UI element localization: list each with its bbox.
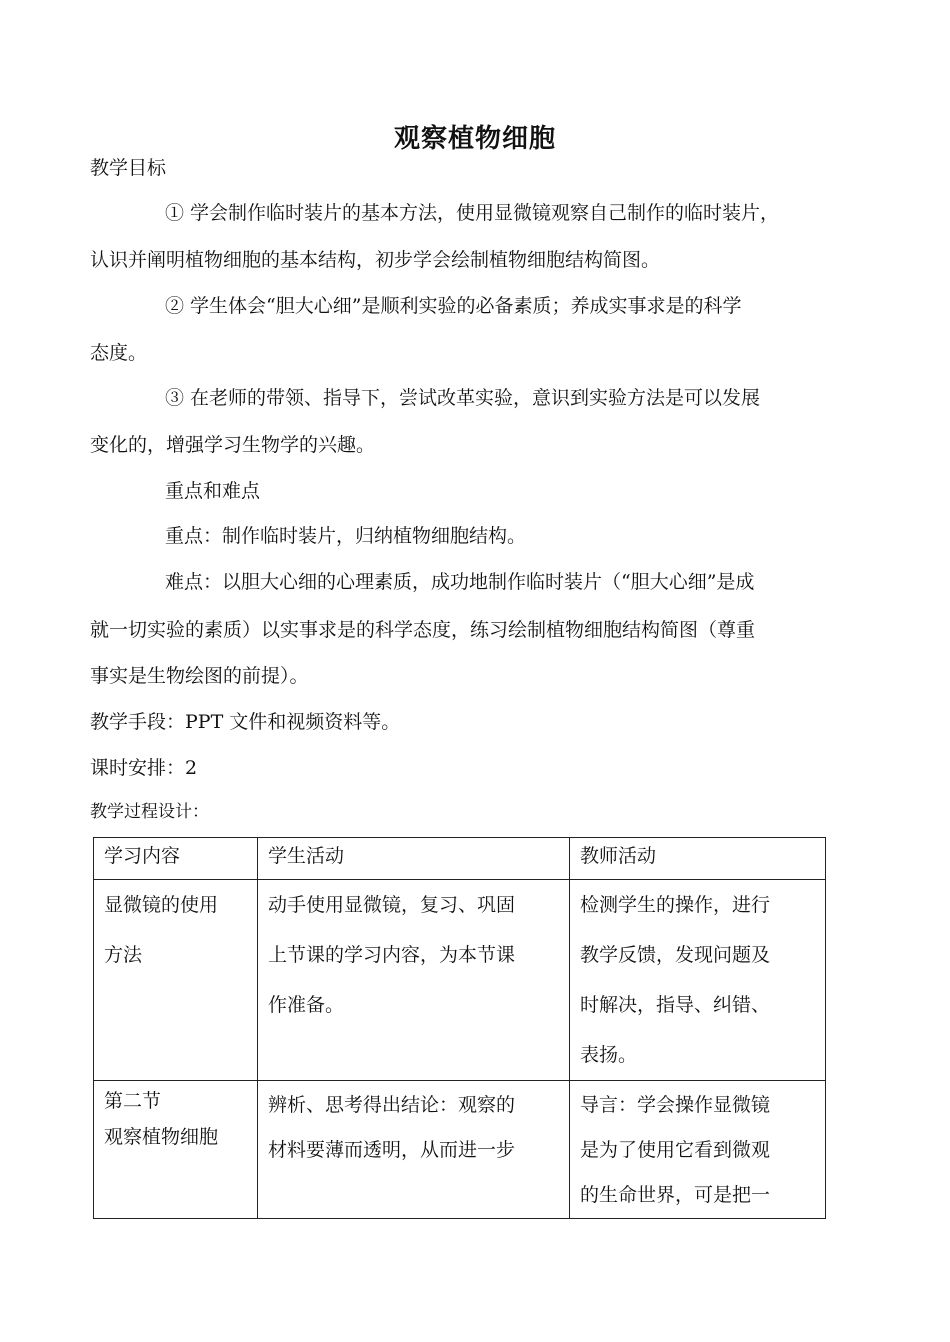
objective-2-line-2: 态度。 (90, 342, 148, 364)
difficulty-line-1: 难点：以胆大心细的心理素质，成功地制作临时装片（“胆大心细”是成 (165, 571, 755, 593)
class-hours: 课时安排：2 (90, 757, 198, 779)
cell-student-activity (258, 1081, 570, 1219)
cell-text: 是为了使用它看到微观 (580, 1139, 771, 1161)
cell-learning-content (94, 880, 258, 1081)
cell-text: 导言：学会操作显微镜 (580, 1094, 771, 1116)
header-student-activity: 学生活动 (258, 838, 570, 880)
cell-text: 教学反馈，发现问题及 (580, 944, 771, 966)
cell-text: 观察植物细胞 (104, 1126, 219, 1148)
difficulty-line-2: 就一切实验的素质）以实事求是的科学态度，练习绘制植物细胞结构简图（尊重 (90, 619, 756, 641)
header-teacher-activity: 教师活动 (570, 838, 826, 880)
teaching-process-table (93, 837, 826, 1219)
table-row (94, 1081, 826, 1219)
cell-text: 表扬。 (580, 1044, 638, 1066)
objective-3-line-1: ③ 在老师的带领、指导下，尝试改革实验，意识到实验方法是可以发展 (165, 387, 761, 409)
objective-1-line-2: 认识并阐明植物细胞的基本结构，初步学会绘制植物细胞结构简图。 (90, 249, 661, 271)
objective-1-line-1: ① 学会制作临时装片的基本方法，使用显微镜观察自己制作的临时装片， (165, 202, 780, 224)
key-point: 重点：制作临时装片，归纳植物细胞结构。 (165, 525, 527, 547)
table-header-row (94, 838, 826, 880)
cell-text: 作准备。 (268, 994, 345, 1016)
cell-text: 动手使用显微镜，复习、巩固 (268, 894, 516, 916)
cell-text: 辨析、思考得出结论：观察的 (268, 1094, 516, 1116)
cell-teacher-activity (570, 1081, 826, 1219)
cell-text: 时解决，指导、纠错、 (580, 994, 771, 1016)
objectives-heading: 教学目标 (90, 157, 167, 179)
process-heading: 教学过程设计： (90, 802, 209, 822)
teaching-means: 教学手段：PPT 文件和视频资料等。 (90, 711, 401, 733)
cell-text: 检测学生的操作，进行 (580, 894, 771, 916)
difficulty-line-3: 事实是生物绘图的前提）。 (90, 665, 309, 687)
cell-student-activity (258, 880, 570, 1081)
objective-3-line-2: 变化的，增强学习生物学的兴趣。 (90, 434, 376, 456)
cell-learning-content (94, 1081, 258, 1219)
cell-text: 的生命世界，可是把一 (580, 1184, 771, 1206)
objective-2-line-1: ② 学生体会“胆大心细”是顺利实验的必备素质；养成实事求是的科学 (165, 295, 742, 317)
cell-text: 显微镜的使用 (104, 894, 219, 916)
document-title: 观察植物细胞 (393, 124, 556, 154)
cell-teacher-activity (570, 880, 826, 1081)
cell-text: 方法 (104, 944, 143, 966)
header-learning-content: 学习内容 (94, 838, 258, 880)
cell-text: 第二节 (104, 1090, 162, 1112)
cell-text: 上节课的学习内容，为本节课 (268, 944, 516, 966)
key-points-heading: 重点和难点 (165, 480, 261, 502)
table-row (94, 880, 826, 1081)
cell-text: 材料要薄而透明，从而进一步 (268, 1139, 516, 1161)
